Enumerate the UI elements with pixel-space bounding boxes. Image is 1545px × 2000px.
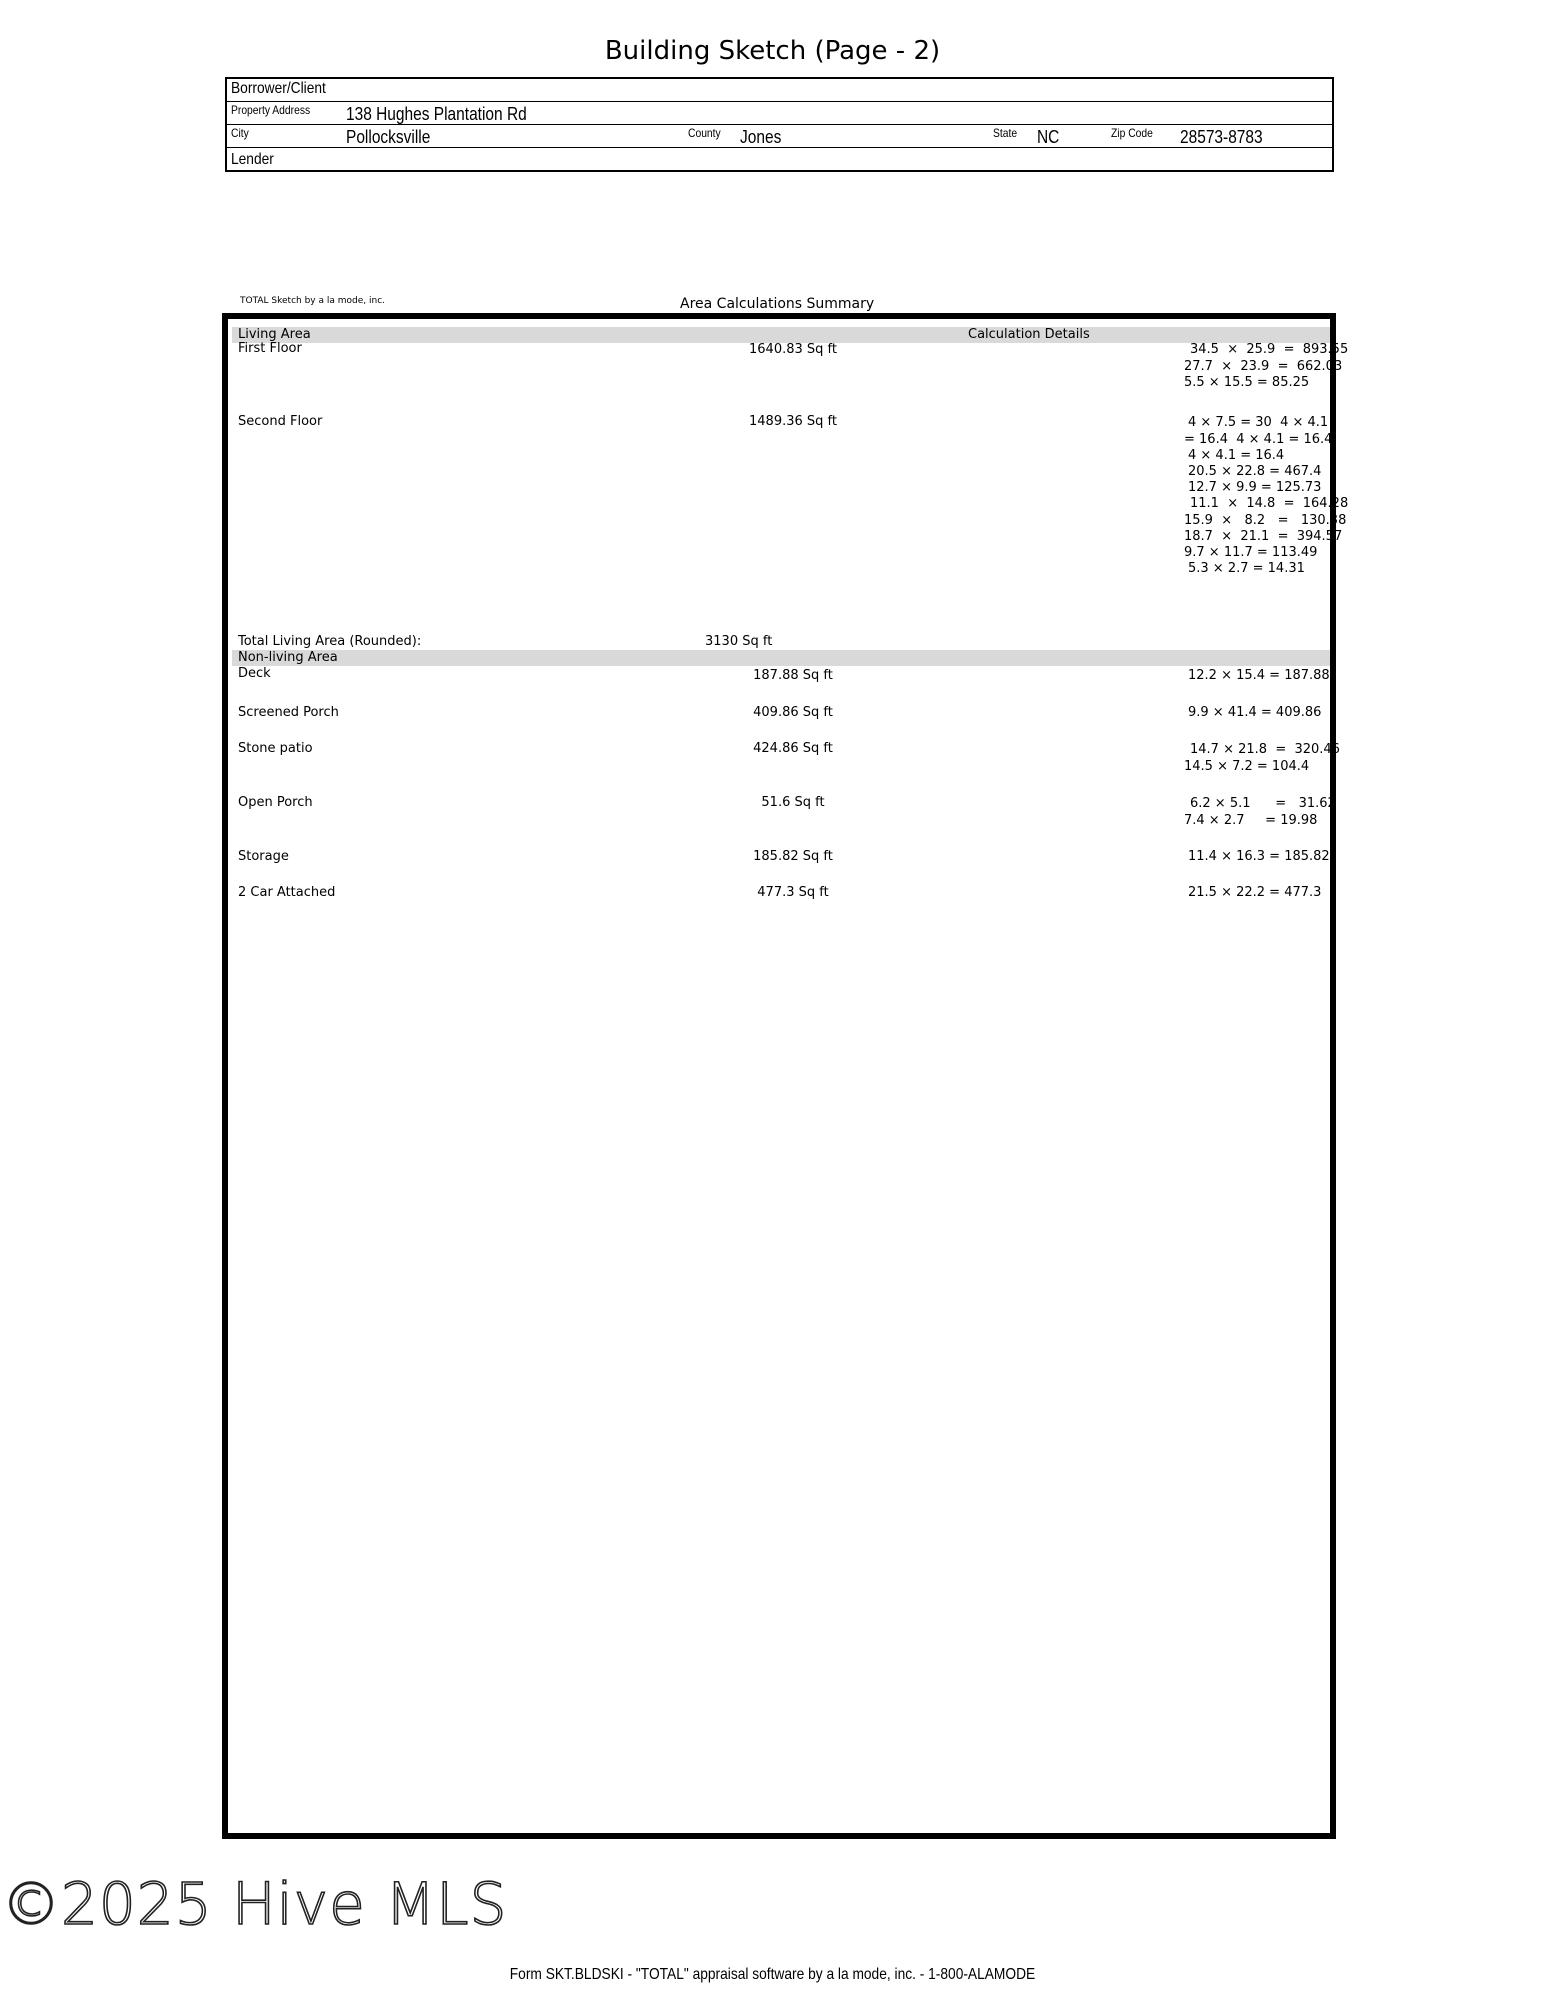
state-label: State	[993, 126, 1018, 140]
city-value: Pollocksville	[346, 127, 431, 147]
second-floor-calc: 11.1 × 14.8 = 164.28	[1190, 496, 1349, 511]
open-porch-calc: 7.4 × 2.7 = 19.98	[1184, 813, 1318, 828]
first-floor-calc: 34.5 × 25.9 = 893.55	[1190, 342, 1349, 357]
first-floor-area: 1640.83 Sq ft	[749, 342, 837, 357]
area-calculations-box	[222, 313, 1349, 1839]
living-area-header: Living Area	[238, 327, 311, 342]
borrower-label: Borrower/Client	[231, 80, 326, 97]
county-value: Jones	[740, 127, 782, 147]
garage-calc: 21.5 × 22.2 = 477.3	[1188, 885, 1322, 900]
second-floor-calc: 12.7 × 9.9 = 125.73	[1188, 480, 1322, 495]
living-area-band	[232, 327, 1330, 343]
first-floor-calc: 27.7 × 23.9 = 662.03	[1184, 359, 1343, 374]
second-floor-calc: 4 × 7.5 = 30 4 × 4.1	[1188, 415, 1329, 430]
total-living-value: 3130 Sq ft	[705, 634, 773, 649]
lender-row	[227, 148, 1332, 171]
city-row	[227, 125, 1332, 148]
storage-name: Storage	[238, 849, 289, 864]
form-footer: Form SKT.BLDSKI - "TOTAL" appraisal software by a la mode, inc. - 1-800-ALAMODE	[509, 1966, 1036, 1983]
deck-name: Deck	[238, 666, 271, 681]
software-label: TOTAL Sketch by a la mode, inc.	[240, 296, 386, 306]
garage-area: 477.3 Sq ft	[757, 885, 829, 900]
property-label: Property Address	[231, 103, 311, 117]
second-floor-calc: 5.3 × 2.7 = 14.31	[1188, 561, 1305, 576]
subject-header-table	[225, 77, 1334, 172]
storage-calc: 11.4 × 16.3 = 185.82	[1188, 849, 1330, 864]
second-floor-calc: 18.7 × 21.1 = 394.57	[1184, 529, 1343, 544]
second-floor-calc: = 16.4 4 × 4.1 = 16.4	[1184, 432, 1333, 447]
total-living-label: Total Living Area (Rounded):	[238, 634, 422, 649]
screened-porch-area: 409.86 Sq ft	[753, 705, 833, 720]
stone-patio-name: Stone patio	[238, 741, 313, 756]
stone-patio-calc: 14.7 × 21.8 = 320.46	[1190, 742, 1340, 757]
open-porch-calc: 6.2 × 5.1 = 31.62	[1190, 796, 1336, 811]
stone-patio-calc: 14.5 × 7.2 = 104.4	[1184, 759, 1310, 774]
second-floor-calc: 9.7 × 11.7 = 113.49	[1184, 545, 1318, 560]
state-value: NC	[1037, 127, 1060, 147]
property-row	[227, 102, 1332, 125]
open-porch-area: 51.6 Sq ft	[761, 795, 825, 810]
second-floor-calc: 15.9 × 8.2 = 130.38	[1184, 513, 1347, 528]
county-label: County	[688, 126, 721, 140]
borrower-row	[227, 79, 1332, 102]
second-floor-calc: 4 × 4.1 = 16.4	[1188, 448, 1285, 463]
first-floor-name: First Floor	[238, 341, 302, 356]
summary-title: Area Calculations Summary	[680, 296, 875, 312]
calc-details-header: Calculation Details	[968, 327, 1090, 342]
second-floor-area: 1489.36 Sq ft	[749, 414, 837, 429]
screened-porch-calc: 9.9 × 41.4 = 409.86	[1188, 705, 1322, 720]
storage-area: 185.82 Sq ft	[753, 849, 833, 864]
second-floor-name: Second Floor	[238, 414, 323, 429]
city-label: City	[231, 126, 249, 140]
property-address: 138 Hughes Plantation Rd	[346, 104, 527, 124]
stone-patio-area: 424.86 Sq ft	[753, 741, 833, 756]
nonliving-area-band	[232, 650, 1330, 666]
zip-label: Zip Code	[1111, 126, 1153, 140]
zip-value: 28573-8783	[1180, 127, 1263, 147]
page-title: Building Sketch (Page - 2)	[604, 36, 941, 66]
garage-name: 2 Car Attached	[238, 885, 336, 900]
open-porch-name: Open Porch	[238, 795, 313, 810]
lender-label: Lender	[231, 151, 274, 168]
screened-porch-name: Screened Porch	[238, 705, 339, 720]
second-floor-calc: 20.5 × 22.8 = 467.4	[1188, 464, 1322, 479]
mls-watermark: ©2025 Hive MLS	[2, 1870, 508, 1938]
nonliving-area-header: Non-living Area	[238, 650, 338, 665]
deck-area: 187.88 Sq ft	[753, 668, 833, 683]
first-floor-calc: 5.5 × 15.5 = 85.25	[1184, 375, 1310, 390]
deck-calc: 12.2 × 15.4 = 187.88	[1188, 668, 1330, 683]
